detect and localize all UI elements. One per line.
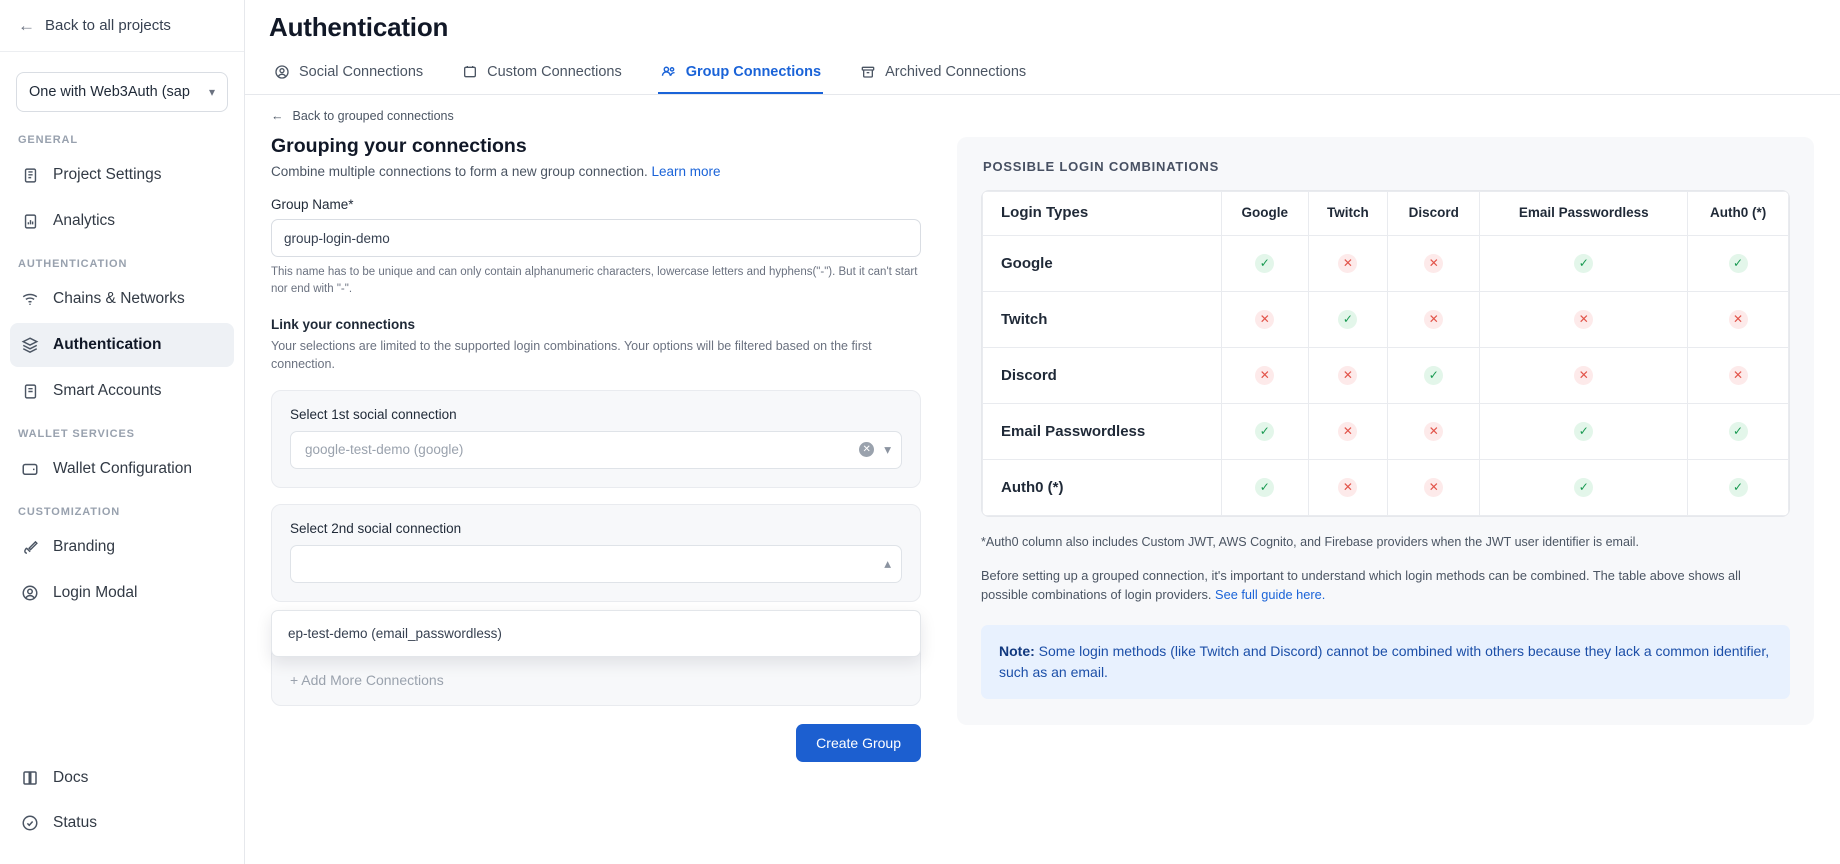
stack-icon bbox=[20, 335, 40, 355]
combination-cell bbox=[1388, 459, 1480, 515]
wallet-config-icon bbox=[20, 459, 40, 479]
first-connection-value: google-test-demo (google) bbox=[305, 442, 464, 458]
combination-cell bbox=[1480, 347, 1688, 403]
learn-more-link[interactable]: Learn more bbox=[651, 164, 721, 179]
cross-icon: ✕ bbox=[1338, 254, 1357, 273]
footnote-auth0: *Auth0 column also includes Custom JWT, AWS Cognito, and Firebase providers when the JWT user identifier is email. bbox=[981, 534, 1639, 549]
combination-cell bbox=[1222, 291, 1309, 347]
sidebar-bottom bbox=[0, 755, 244, 864]
group-name-value: group-login-demo bbox=[284, 230, 390, 246]
table-row bbox=[983, 403, 1789, 459]
page-title: Authentication bbox=[269, 12, 449, 42]
sidebar-item-label: Login Modal bbox=[53, 584, 138, 601]
combination-cell bbox=[1480, 459, 1688, 515]
back-to-all-projects-label: Back to all projects bbox=[45, 17, 171, 34]
back-to-all-projects[interactable] bbox=[0, 0, 244, 52]
status-icon bbox=[20, 813, 40, 833]
first-connection-card bbox=[271, 390, 921, 488]
cross-icon: ✕ bbox=[1338, 422, 1357, 441]
chevron-down-icon: ▾ bbox=[208, 85, 215, 99]
row-header: Auth0 (*) bbox=[983, 459, 1222, 515]
row-header: Discord bbox=[983, 347, 1222, 403]
check-icon: ✓ bbox=[1574, 478, 1593, 497]
brush-icon bbox=[20, 537, 40, 557]
archive-icon bbox=[859, 63, 876, 80]
check-icon: ✓ bbox=[1338, 310, 1357, 329]
combination-cell bbox=[1308, 459, 1388, 515]
first-connection-select[interactable] bbox=[290, 431, 902, 469]
footnote-guide-text: Before setting up a grouped connection, it's important to understand which login methods can be combined. The table above shows all possible combinations of login providers. bbox=[981, 567, 1741, 603]
check-icon: ✓ bbox=[1255, 254, 1274, 273]
combination-cell bbox=[1388, 291, 1480, 347]
column-header-email-passwordless: Email Passwordless bbox=[1480, 192, 1688, 236]
check-icon: ✓ bbox=[1255, 478, 1274, 497]
main-content bbox=[245, 0, 1840, 864]
docs-icon bbox=[20, 768, 40, 788]
check-icon: ✓ bbox=[1255, 422, 1274, 441]
combination-cell bbox=[1480, 291, 1688, 347]
column-header-twitch: Twitch bbox=[1308, 192, 1388, 236]
sidebar-item-smart-accounts[interactable] bbox=[10, 369, 234, 413]
table-row bbox=[983, 347, 1789, 403]
tab-label: Archived Connections bbox=[885, 63, 1027, 80]
see-full-guide-link[interactable]: See full guide here. bbox=[1215, 587, 1326, 603]
sidebar-item-docs[interactable] bbox=[10, 756, 234, 800]
combination-cell bbox=[1308, 347, 1388, 403]
sidebar-item-project-settings[interactable] bbox=[10, 153, 234, 197]
combinations-table bbox=[982, 191, 1789, 516]
second-connection-label: Select 2nd social connection bbox=[290, 520, 462, 536]
combination-cell bbox=[1308, 235, 1388, 291]
form-heading: Grouping your connections bbox=[271, 135, 527, 157]
check-icon: ✓ bbox=[1574, 422, 1593, 441]
table-row bbox=[983, 459, 1789, 515]
combination-cell bbox=[1688, 235, 1789, 291]
tab-social-connections[interactable] bbox=[271, 55, 425, 94]
dropdown-option-ep-test-demo[interactable]: ep-test-demo (email_passwordless) bbox=[288, 625, 502, 641]
tab-custom-connections[interactable] bbox=[459, 55, 624, 94]
combinations-column bbox=[957, 109, 1814, 762]
sidebar-item-label: Chains & Networks bbox=[53, 290, 185, 307]
combination-cell bbox=[1222, 347, 1309, 403]
second-connection-card bbox=[271, 504, 921, 602]
sidebar bbox=[0, 0, 245, 864]
cross-icon: ✕ bbox=[1424, 478, 1443, 497]
sidebar-item-authentication[interactable] bbox=[10, 323, 234, 367]
note-box bbox=[981, 625, 1790, 699]
back-to-grouped-connections[interactable] bbox=[271, 109, 931, 123]
create-group-button[interactable]: Create Group bbox=[796, 724, 921, 762]
content-columns bbox=[245, 95, 1840, 762]
cross-icon: ✕ bbox=[1424, 254, 1443, 273]
link-connections-sub: Your selections are limited to the supported login combinations. Your options will be filtered based on the first connection. bbox=[271, 339, 872, 372]
sidebar-item-label: Branding bbox=[53, 538, 116, 555]
possible-login-combinations-panel bbox=[957, 137, 1814, 725]
cross-icon: ✕ bbox=[1424, 310, 1443, 329]
sidebar-section-customization: CUSTOMIZATION bbox=[18, 506, 121, 518]
check-icon: ✓ bbox=[1729, 254, 1748, 273]
row-header: Email Passwordless bbox=[983, 403, 1222, 459]
table-header-row bbox=[983, 192, 1789, 236]
combination-cell bbox=[1688, 347, 1789, 403]
form-subheading bbox=[271, 164, 931, 179]
cross-icon: ✕ bbox=[1255, 366, 1274, 385]
chevron-up-icon[interactable]: ▴ bbox=[884, 555, 891, 571]
combination-cell bbox=[1222, 403, 1309, 459]
combination-cell bbox=[1388, 235, 1480, 291]
sidebar-item-login-modal[interactable] bbox=[10, 571, 234, 615]
back-to-grouped-connections-label: Back to grouped connections bbox=[292, 109, 454, 123]
second-connection-select[interactable] bbox=[290, 545, 902, 583]
chevron-down-icon[interactable]: ▾ bbox=[884, 441, 891, 457]
project-selector-label: One with Web3Auth (sap bbox=[29, 84, 190, 100]
project-selector[interactable] bbox=[16, 72, 228, 112]
combination-cell bbox=[1688, 291, 1789, 347]
wallet-icon bbox=[20, 381, 40, 401]
column-header-google: Google bbox=[1222, 192, 1309, 236]
combination-cell bbox=[1308, 291, 1388, 347]
link-connections-title: Link your connections bbox=[271, 317, 416, 333]
combination-cell bbox=[1388, 347, 1480, 403]
sidebar-item-analytics[interactable] bbox=[10, 199, 234, 243]
group-name-hint: This name has to be unique and can only contain alphanumeric characters, lowercase letters and hyphens("-"). But it can't start nor end with "-". bbox=[271, 266, 918, 295]
puzzle-icon bbox=[461, 63, 478, 80]
combination-cell bbox=[1308, 403, 1388, 459]
sidebar-item-label: Authentication bbox=[53, 336, 162, 353]
sidebar-item-status[interactable] bbox=[10, 801, 234, 845]
first-connection-label: Select 1st social connection bbox=[290, 406, 457, 422]
combinations-table-wrap bbox=[981, 190, 1790, 517]
sidebar-section-wallet-services: WALLET SERVICES bbox=[18, 428, 135, 440]
cross-icon: ✕ bbox=[1255, 310, 1274, 329]
column-header-discord: Discord bbox=[1388, 192, 1480, 236]
sidebar-item-chains-networks[interactable] bbox=[10, 277, 234, 321]
chart-icon bbox=[20, 211, 40, 231]
combination-cell bbox=[1222, 459, 1309, 515]
check-icon: ✓ bbox=[1729, 422, 1748, 441]
combination-cell bbox=[1480, 235, 1688, 291]
note-text: Some login methods (like Twitch and Discord) cannot be combined with others because they lack a common identifier, such as an email. bbox=[999, 643, 1770, 681]
cross-icon: ✕ bbox=[1729, 366, 1748, 385]
second-connection-dropdown[interactable] bbox=[271, 610, 921, 657]
create-group-row bbox=[271, 724, 921, 762]
combination-cell bbox=[1480, 403, 1688, 459]
sidebar-item-label: Docs bbox=[53, 769, 89, 786]
table-row bbox=[983, 235, 1789, 291]
cross-icon: ✕ bbox=[1574, 366, 1593, 385]
cross-icon: ✕ bbox=[1574, 310, 1593, 329]
users-icon bbox=[660, 63, 677, 80]
check-icon: ✓ bbox=[1729, 478, 1748, 497]
tab-bar bbox=[245, 55, 1840, 95]
tab-label: Group Connections bbox=[685, 63, 822, 80]
sidebar-item-branding[interactable] bbox=[10, 525, 234, 569]
user-circle-icon bbox=[20, 583, 40, 603]
cross-icon: ✕ bbox=[1729, 310, 1748, 329]
column-header-login-types: Login Types bbox=[983, 192, 1222, 236]
row-header: Google bbox=[983, 235, 1222, 291]
sidebar-item-label: Analytics bbox=[53, 212, 116, 229]
group-form-column bbox=[271, 109, 931, 762]
arrow-left-icon: ← bbox=[271, 109, 284, 123]
add-more-connections-button[interactable]: + Add More Connections bbox=[290, 671, 444, 688]
check-icon: ✓ bbox=[1424, 366, 1443, 385]
tab-archived-connections[interactable] bbox=[857, 55, 1028, 94]
table-row bbox=[983, 291, 1789, 347]
sidebar-section-authentication: AUTHENTICATION bbox=[18, 258, 128, 270]
tab-group-connections[interactable] bbox=[658, 55, 823, 94]
combination-cell bbox=[1222, 235, 1309, 291]
panel-title: POSSIBLE LOGIN COMBINATIONS bbox=[983, 159, 1220, 174]
sidebar-item-label: Smart Accounts bbox=[53, 382, 162, 399]
sidebar-item-label: Wallet Configuration bbox=[53, 460, 192, 477]
sidebar-item-wallet-configuration[interactable] bbox=[10, 447, 234, 491]
sidebar-item-label: Project Settings bbox=[53, 166, 162, 183]
sidebar-section-general: GENERAL bbox=[18, 134, 78, 146]
tab-label: Social Connections bbox=[299, 63, 424, 80]
combination-cell bbox=[1688, 403, 1789, 459]
note-label: Note: bbox=[999, 643, 1035, 660]
group-name-label: Group Name* bbox=[271, 197, 354, 212]
user-circle-icon bbox=[273, 63, 290, 80]
clipboard-icon bbox=[20, 165, 40, 185]
footnote-guide bbox=[981, 566, 1790, 606]
combination-cell bbox=[1388, 403, 1480, 459]
form-subheading-text: Combine multiple connections to form a new group connection. bbox=[271, 164, 648, 179]
wifi-icon bbox=[20, 289, 40, 309]
row-header: Twitch bbox=[983, 291, 1222, 347]
sidebar-item-label: Status bbox=[53, 814, 97, 831]
column-header-auth0: Auth0 (*) bbox=[1688, 192, 1789, 236]
group-name-input[interactable] bbox=[271, 219, 921, 257]
combinations-table-body bbox=[983, 235, 1789, 515]
cross-icon: ✕ bbox=[1338, 478, 1357, 497]
combination-cell bbox=[1688, 459, 1789, 515]
arrow-left-icon: ← bbox=[18, 16, 35, 35]
clear-icon[interactable]: ✕ bbox=[859, 442, 874, 457]
cross-icon: ✕ bbox=[1424, 422, 1443, 441]
check-icon: ✓ bbox=[1574, 254, 1593, 273]
cross-icon: ✕ bbox=[1338, 366, 1357, 385]
tab-label: Custom Connections bbox=[487, 63, 622, 80]
